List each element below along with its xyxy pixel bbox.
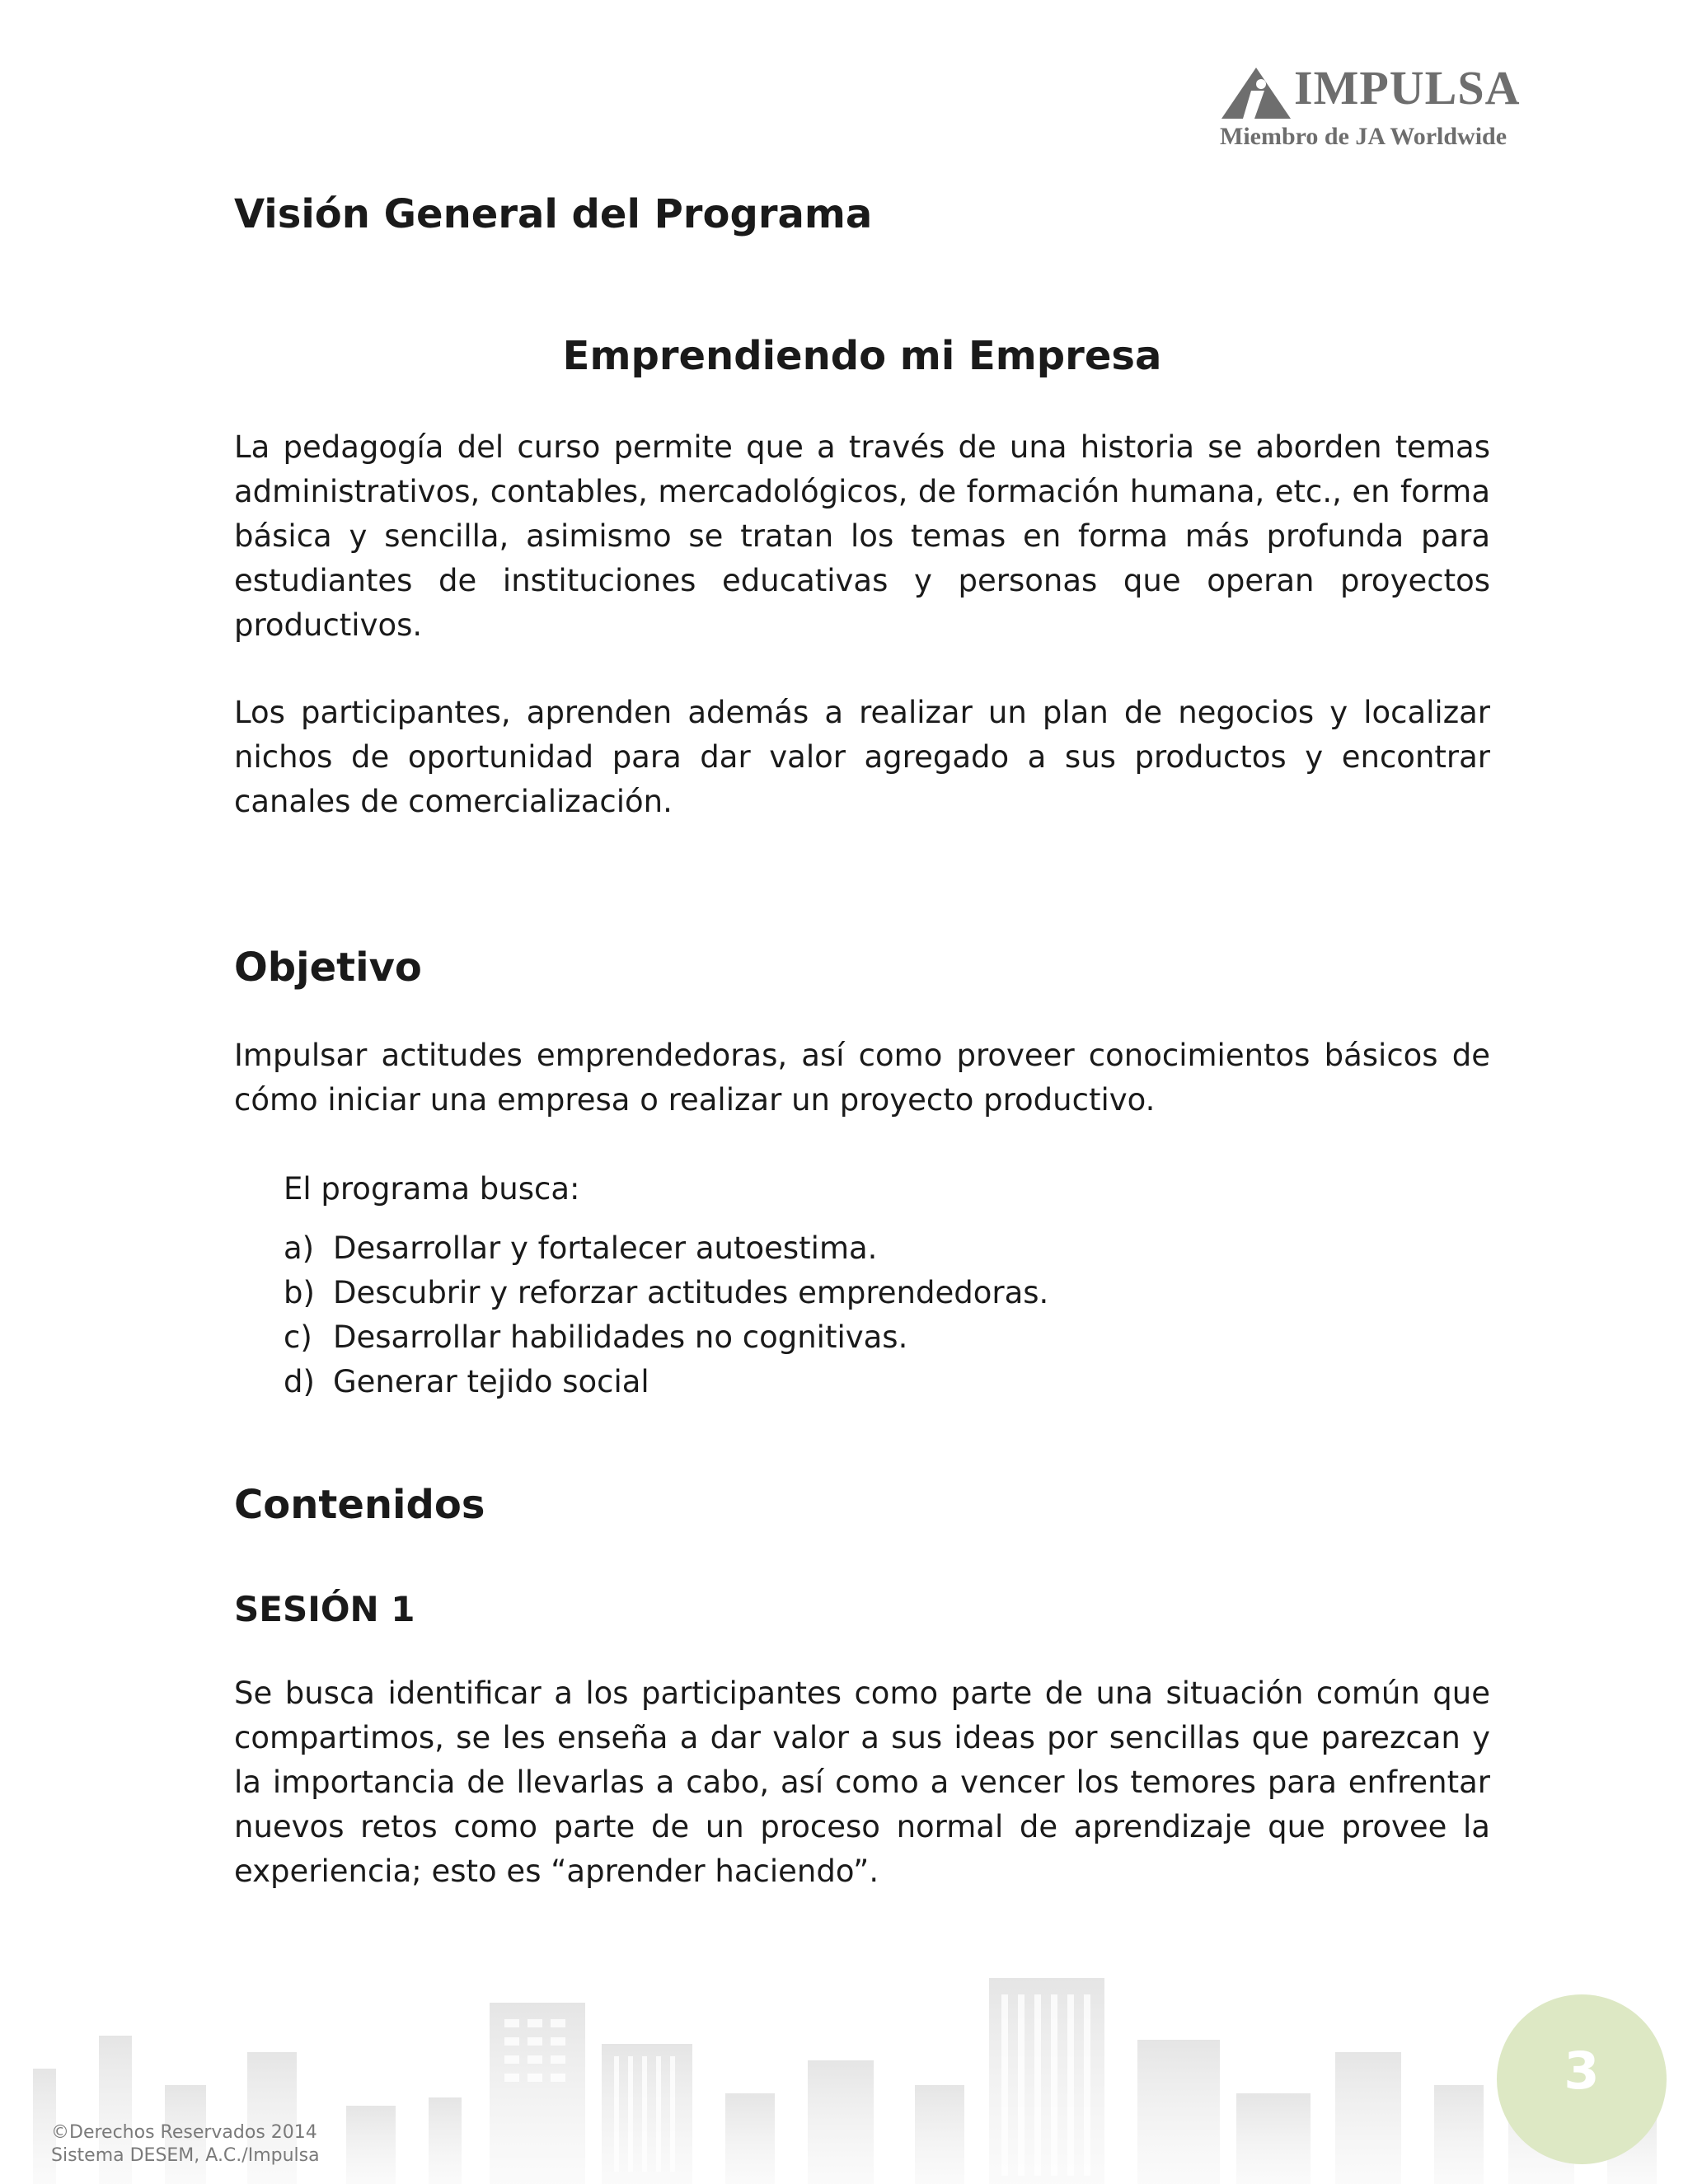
objective-paragraph: Impulsar actitudes emprendedoras, así como proveer conocimientos básicos de cómo iniciar una empresa o realizar un proyecto productivo. [234, 1038, 1490, 1118]
impulsa-logo [1218, 61, 1521, 155]
list-item [284, 1315, 1048, 1360]
overview-heading: Visión General del Programa [234, 191, 873, 237]
list-item [284, 1360, 1048, 1404]
copyright-text: ©Derechos Reservados 2014 [51, 2122, 317, 2143]
list-item-text: Generar tejido social [333, 1364, 649, 1399]
contents-heading: Contenidos [234, 1482, 485, 1528]
page-number: 3 [1564, 2041, 1600, 2101]
page-number-badge [1497, 1994, 1667, 2164]
list-item [284, 1271, 1048, 1315]
overview-paragraph-2: Los participantes, aprenden además a realizar un plan de negocios y localizar nichos de oportunidad para dar valor agregado a sus productos y encontrar canales de comercialización. [234, 695, 1490, 819]
organization-text: Sistema DESEM, A.C./Impulsa [51, 2145, 320, 2166]
list-item-text: Desarrollar habilidades no cognitivas. [333, 1319, 908, 1355]
session-heading: SESIÓN 1 [234, 1589, 415, 1629]
list-item-text: Desarrollar y fortalecer autoestima. [333, 1230, 878, 1266]
list-item-text: Descubrir y reforzar actitudes emprendedoras. [333, 1275, 1049, 1310]
logo-word: IMPULSA [1294, 61, 1521, 115]
list-item [284, 1226, 1048, 1271]
mountain-figure-icon [1218, 66, 1294, 120]
list-marker: a) [284, 1230, 315, 1266]
list-marker: c) [284, 1319, 312, 1355]
list-intro: El programa busca: [284, 1171, 580, 1207]
list-marker: b) [284, 1275, 315, 1310]
objective-heading: Objetivo [234, 944, 422, 991]
goals-list [284, 1226, 1048, 1404]
program-title: Emprendiendo mi Empresa [562, 333, 1162, 379]
logo-tagline: Miembro de JA Worldwide [1220, 123, 1507, 150]
overview-paragraph-1: La pedagogía del curso permite que a través de una historia se aborden temas administrativos, contables, mercadológicos, de formación humana, etc., en forma básica y sencilla, asimismo se tratan los temas en forma más profunda para estudiantes de instituciones educativas y personas que operan proyectos productivos. [234, 429, 1490, 643]
footer-note [51, 2121, 320, 2168]
list-marker: d) [284, 1364, 315, 1399]
session-paragraph: Se busca identificar a los participantes como parte de una situación común que compartimos, se les enseña a dar valor a sus ideas por sencillas que parezcan y la importancia de llevarlas a cabo, así como a vencer los temores para enfrentar nuevos retos como parte de un proceso normal de aprendizaje que provee la experiencia; esto es “aprender haciendo”. [234, 1675, 1490, 1889]
